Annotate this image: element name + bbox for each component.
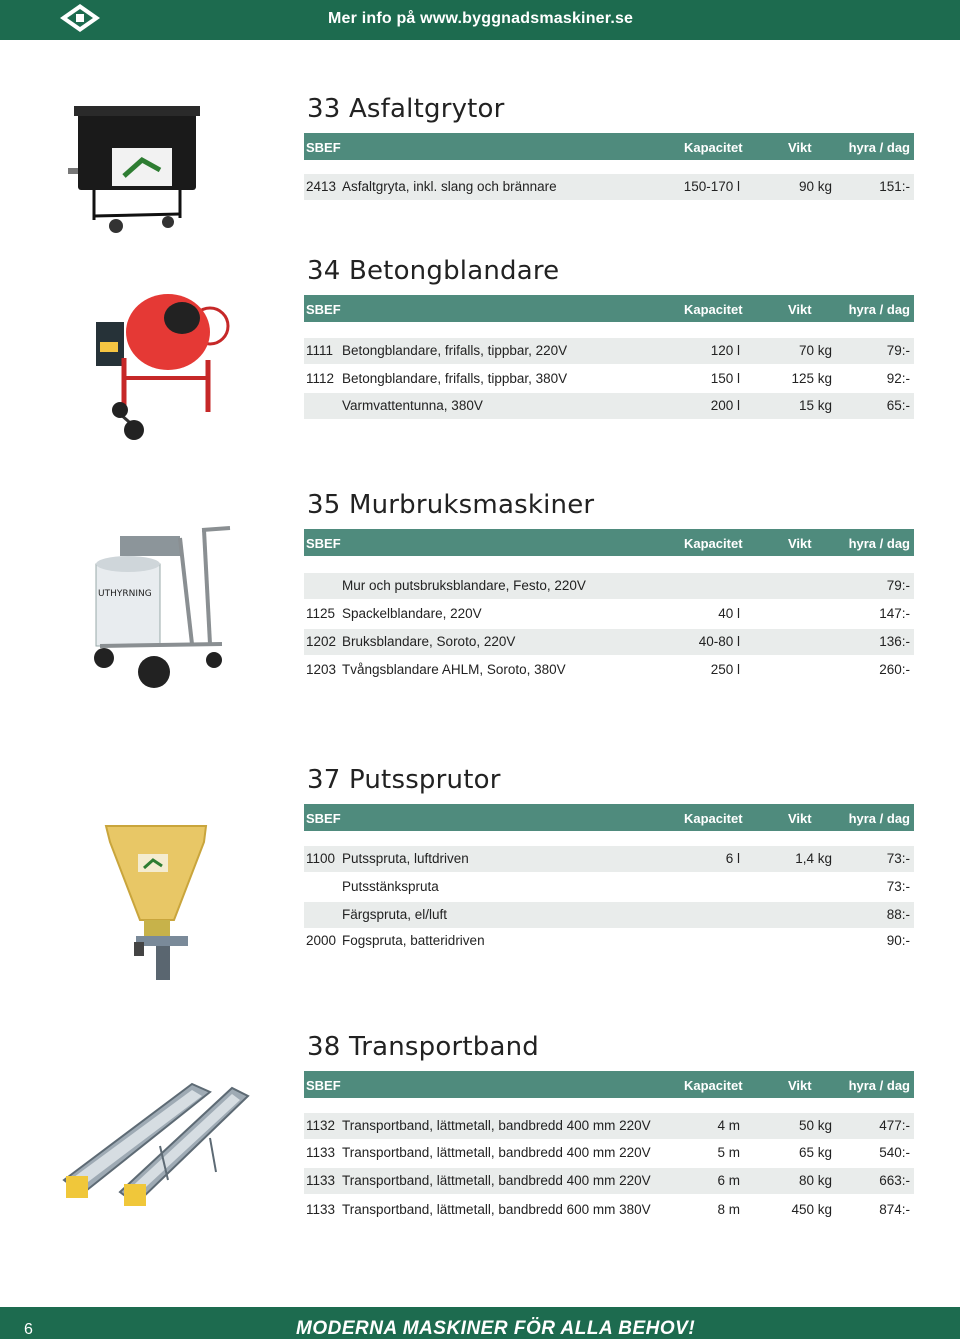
column-hyra: hyra / dag [848, 1078, 910, 1093]
row-price: 65:- [886, 398, 910, 413]
table-row [304, 928, 914, 954]
conveyor-belt-image [60, 1076, 250, 1208]
column-kapacitet: Kapacitet [684, 536, 743, 551]
row-capacity: 150 l [710, 371, 740, 386]
row-capacity: 8 m [717, 1202, 740, 1217]
table-header [304, 804, 914, 831]
row-weight: 80 kg [798, 1173, 832, 1188]
row-price: 79:- [886, 343, 910, 358]
row-code: 1111 [306, 343, 334, 358]
plaster-sprayer-image [100, 820, 212, 984]
row-description: Transportband, lättmetall, bandbredd 400 mm 220V [342, 1145, 651, 1160]
table-row [304, 338, 914, 364]
row-price: 147:- [879, 606, 910, 621]
row-description: Putsspruta, luftdriven [342, 851, 469, 866]
row-weight: 50 kg [798, 1118, 832, 1133]
row-weight: 15 kg [798, 398, 832, 413]
table-row [304, 629, 914, 655]
row-price: 151:- [879, 179, 910, 194]
table-row [304, 657, 914, 683]
row-price: 874:- [879, 1202, 910, 1217]
section-title: 34 Betongblandare [307, 256, 560, 286]
column-sbef: SBEF [306, 140, 341, 155]
row-price: 73:- [886, 879, 910, 894]
row-description: Transportband, lättmetall, bandbredd 400 mm 220V [342, 1118, 651, 1133]
table-row [304, 601, 914, 627]
row-code: 1125 [306, 606, 336, 621]
asphalt-kettle-image [64, 98, 210, 236]
row-code: 1133 [306, 1173, 336, 1188]
table-row [304, 902, 914, 928]
column-vikt: Vikt [788, 1078, 812, 1093]
row-description: Fogspruta, batteridriven [342, 933, 485, 948]
table-row [304, 1140, 914, 1166]
column-kapacitet: Kapacitet [684, 811, 743, 826]
table-header [304, 295, 914, 322]
row-price: 663:- [879, 1173, 910, 1188]
row-weight: 70 kg [798, 343, 832, 358]
row-capacity: 40 l [718, 606, 740, 621]
row-weight: 65 kg [798, 1145, 832, 1160]
row-code: 1133 [306, 1202, 336, 1217]
row-capacity: 200 l [710, 398, 740, 413]
row-description: Transportband, lättmetall, bandbredd 400 mm 220V [342, 1173, 651, 1188]
row-description: Betongblandare, frifalls, tippbar, 380V [342, 371, 568, 386]
section-title: 35 Murbruksmaskiner [307, 490, 595, 520]
column-sbef: SBEF [306, 811, 341, 826]
column-sbef: SBEF [306, 302, 341, 317]
row-capacity: 6 m [717, 1173, 740, 1188]
footer-slogan: MODERNA MASKINER FÖR ALLA BEHOV! [296, 1318, 696, 1339]
row-description: Betongblandare, frifalls, tippbar, 220V [342, 343, 568, 358]
row-capacity: 120 l [710, 343, 740, 358]
row-description: Tvångsblandare AHLM, Soroto, 380V [342, 662, 566, 677]
row-description: Bruksblandare, Soroto, 220V [342, 634, 516, 649]
column-vikt: Vikt [788, 302, 812, 317]
column-vikt: Vikt [788, 811, 812, 826]
column-sbef: SBEF [306, 536, 341, 551]
row-description: Färgspruta, el/luft [342, 907, 448, 922]
row-description: Transportband, lättmetall, bandbredd 600 mm 380V [342, 1202, 651, 1217]
table-row [304, 846, 914, 872]
row-capacity: 150-170 l [683, 179, 740, 194]
table-row [304, 174, 914, 200]
top-banner [0, 0, 960, 40]
column-hyra: hyra / dag [848, 140, 910, 155]
column-kapacitet: Kapacitet [684, 302, 743, 317]
row-price: 73:- [886, 851, 910, 866]
row-description: Spackelblandare, 220V [342, 606, 482, 621]
column-kapacitet: Kapacitet [684, 1078, 743, 1093]
website-link[interactable]: Mer info på www.byggnadsmaskiner.se [328, 10, 634, 27]
table-header [304, 529, 914, 556]
table-row [304, 1168, 914, 1194]
row-price: 90:- [886, 933, 910, 948]
row-code: 1202 [306, 634, 337, 649]
row-code: 1203 [306, 662, 337, 677]
column-sbef: SBEF [306, 1078, 341, 1093]
row-price: 136:- [879, 634, 910, 649]
column-hyra: hyra / dag [848, 302, 910, 317]
row-description: Asfaltgryta, inkl. slang och brännare [342, 179, 557, 194]
row-code: 1112 [306, 371, 335, 386]
row-description: Varmvattentunna, 380V [342, 398, 483, 413]
row-weight: 90 kg [798, 179, 832, 194]
row-code: 1132 [306, 1118, 336, 1133]
section-title: 37 Putssprutor [307, 765, 501, 795]
row-price: 540:- [879, 1145, 910, 1160]
row-code: 2000 [306, 933, 337, 948]
row-code: 1100 [306, 851, 336, 866]
table-row [304, 366, 914, 392]
row-capacity: 40-80 l [698, 634, 740, 649]
row-price: 260:- [879, 662, 910, 677]
row-price: 477:- [879, 1118, 910, 1133]
row-code: 1133 [306, 1145, 336, 1160]
column-kapacitet: Kapacitet [684, 140, 743, 155]
row-weight: 1,4 kg [795, 851, 832, 866]
row-weight: 125 kg [791, 371, 832, 386]
mortar-mixer-image [80, 524, 236, 696]
column-hyra: hyra / dag [848, 536, 910, 551]
section-title: 38 Transportband [307, 1032, 539, 1062]
row-price: 92:- [886, 371, 910, 386]
row-capacity: 6 l [725, 851, 740, 866]
row-price: 88:- [886, 907, 910, 922]
table-row [304, 1197, 914, 1223]
column-vikt: Vikt [788, 140, 812, 155]
company-logo-icon [58, 2, 102, 34]
concrete-mixer-image [90, 288, 232, 444]
column-vikt: Vikt [788, 536, 812, 551]
table-header [304, 133, 914, 160]
table-header [304, 1071, 914, 1098]
page-number: 6 [24, 1321, 33, 1338]
uthyrning-label: UTHYRNING [98, 589, 152, 599]
section-title: 33 Asfaltgrytor [307, 94, 505, 124]
column-hyra: hyra / dag [848, 811, 910, 826]
table-row [304, 1113, 914, 1139]
table-row [304, 393, 914, 419]
row-price: 79:- [886, 578, 910, 593]
row-code: 2413 [306, 179, 337, 194]
row-capacity: 250 l [710, 662, 740, 677]
table-row [304, 874, 914, 900]
table-row [304, 573, 914, 599]
row-weight: 450 kg [791, 1202, 832, 1217]
row-description: Mur och putsbruksblandare, Festo, 220V [342, 578, 586, 593]
row-capacity: 5 m [717, 1145, 740, 1160]
row-capacity: 4 m [717, 1118, 740, 1133]
row-description: Putsstänkspruta [342, 879, 439, 894]
